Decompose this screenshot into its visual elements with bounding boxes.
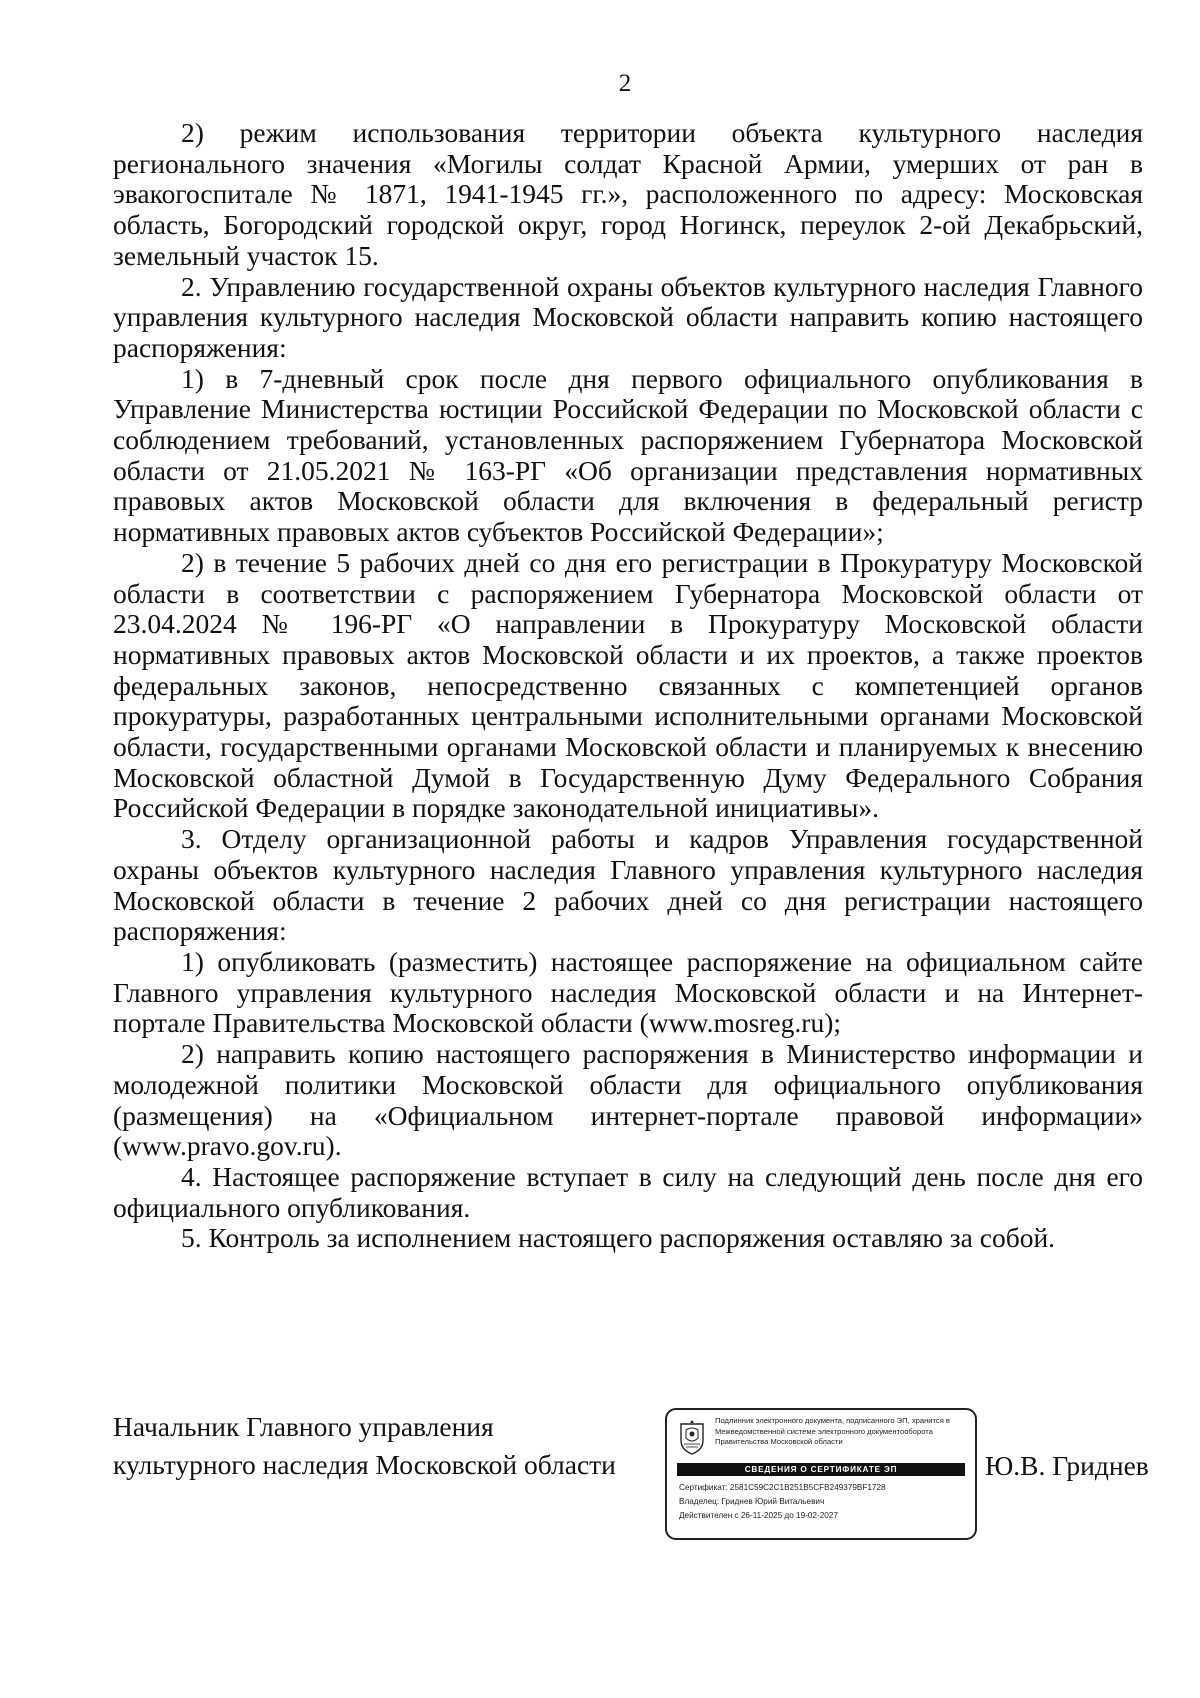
stamp-notice: Подлинник электронного документа, подписанного ЭП, хранится в Межведомственной системе электронного документооборота Правительства Московской области (715, 1416, 950, 1446)
paragraph-9: 5. Контроль за исполнением настоящего распоряжения оставляю за собой. (181, 1222, 1056, 1254)
certificate-validity: Действителен с 26-11-2025 до 19-02-2027 (679, 1511, 838, 1520)
stamp-details (679, 1481, 969, 1523)
signatory-position-line-2: культурного наследия Московской области (113, 1449, 616, 1480)
page-number: 2 (618, 70, 632, 97)
stamp-header: СВЕДЕНИЯ О СЕРТИФИКАТЕ ЭП (677, 1463, 965, 1476)
paragraph-7: 2) направить копию настоящего распоряжения в Министерство информации и молодежной политики Московской области для официального опубликования (размещения) на «Официальном интернет-портале правовой информации» (www.pravo.gov.ru). (113, 1038, 1143, 1162)
paragraph-8: 4. Настоящее распоряжение вступает в силу на следующий день после дня его официального опубликования. (113, 1160, 1143, 1223)
paragraph-5: 3. Отделу организационной работы и кадров Управления государственной охраны объектов культурного наследия Главного управления культурного наследия Московской области в течение 2 рабочих дней со дня регистрации настоящего распоряжения: (113, 823, 1143, 947)
paragraph-3: 1) в 7-дневный срок после дня первого официального опубликования в Управление Министерства юстиции Российской Федерации по Московской области с соблюдением требований, установленных распоряжением Губернатора Московской области от 21.05.2021 № 163-РГ «Об организации представления нормативных правовых актов Московской области для включения в федеральный регистр нормативных правовых актов субъектов Российской Федерации»; (113, 362, 1143, 548)
paragraph-6: 1) опубликовать (разместить) настоящее распоряжение на официальном сайте Главного управления культурного наследия Московской области и на Интернет-портале Правительства Московской области (www.mosreg.ru); (113, 945, 1143, 1039)
paragraph-1: 2) режим использования территории объекта культурного наследия регионального значения «Могилы солдат Красной Армии, умерших от ран в эвакогоспитале № 1871, 1941-1945 гг.», расположенного по адресу: Московская область, Богородский городской округ, город Ногинск, переулок 2-ой Декабрьский, земельный участок 15. (113, 117, 1143, 271)
electronic-signature-stamp (665, 1408, 977, 1540)
certificate-number: Сертификат: 2581C59C2C1B251B5CFB249379BF1728 (679, 1483, 886, 1492)
coat-of-arms-icon (677, 1418, 707, 1456)
certificate-owner: Владелец: Гриднев Юрий Витальевич (679, 1497, 825, 1506)
signatory-position (113, 1408, 616, 1484)
signatory-name: Ю.В. Гриднев (985, 1450, 1149, 1481)
signatory-position-line-1: Начальник Главного управления (113, 1411, 494, 1442)
document-body (113, 118, 1143, 1254)
paragraph-4: 2) в течение 5 рабочих дней со дня его регистрации в Прокуратуру Московской области в соответствии с распоряжением Губернатора Московской области от 23.04.2024 № 196-РГ «О направлении в Прокуратуру Московской области нормативных правовых актов Московской области и их проектов, а также проектов федеральных законов, непосредственно связанных с компетенцией органов прокуратуры, разработанных центральными исполнительными органами Московской области, государственными органами Московской области и планируемых к внесению Московской областной Думой в Государственную Думу Федерального Собрания Российской Федерации в порядке законодательной инициативы». (113, 546, 1143, 824)
paragraph-2: 2. Управлению государственной охраны объектов культурного наследия Главного управления культурного наследия Московской области направить копию настоящего распоряжения: (113, 270, 1143, 363)
